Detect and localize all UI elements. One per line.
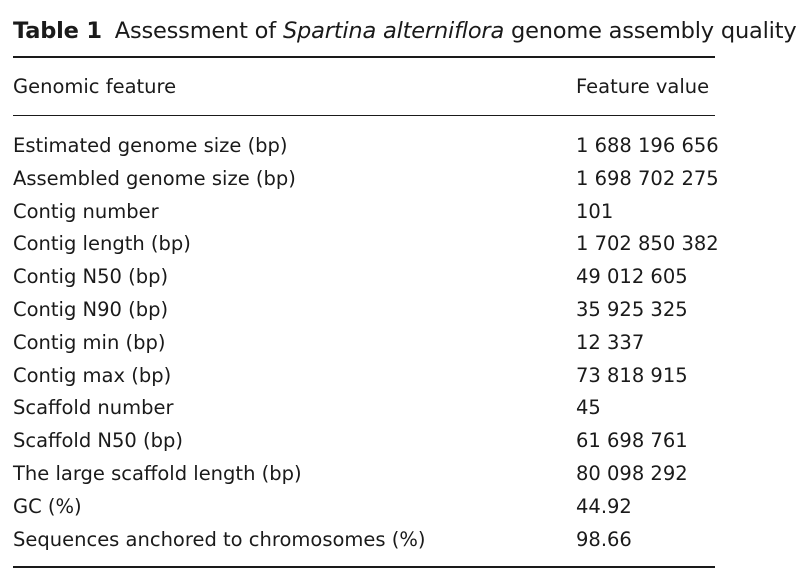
table-row xyxy=(13,427,715,455)
row-feature: Scaffold number xyxy=(13,396,174,419)
top-rule xyxy=(13,56,715,58)
header-rule xyxy=(13,115,715,116)
table-row xyxy=(13,230,719,258)
row-feature: Assembled genome size (bp) xyxy=(13,167,296,190)
row-value: 61 698 761 xyxy=(576,429,688,452)
row-value: 12 337 xyxy=(576,331,645,354)
row-feature: Contig N90 (bp) xyxy=(13,298,169,321)
table-caption xyxy=(13,15,796,47)
caption-text-before: Assessment of xyxy=(114,18,276,44)
row-value: 45 xyxy=(576,396,601,419)
row-feature: GC (%) xyxy=(13,495,82,518)
row-value: 49 012 605 xyxy=(576,265,688,288)
row-feature: Scaffold N50 (bp) xyxy=(13,429,183,452)
table-row xyxy=(13,296,715,324)
row-value: 98.66 xyxy=(576,528,632,551)
caption-text-after: genome assembly quality xyxy=(511,18,796,44)
header-genomic-feature: Genomic feature xyxy=(13,75,177,98)
row-feature: The large scaffold length (bp) xyxy=(13,462,302,485)
table-row xyxy=(13,526,715,554)
table-row xyxy=(13,362,715,390)
row-feature: Contig min (bp) xyxy=(13,331,166,354)
row-feature: Contig number xyxy=(13,200,159,223)
table-row xyxy=(13,394,715,422)
table-row xyxy=(13,198,715,226)
table-row xyxy=(13,329,715,357)
bottom-rule xyxy=(13,566,715,568)
row-value: 44.92 xyxy=(576,495,632,518)
row-value: 35 925 325 xyxy=(576,298,688,321)
table-row xyxy=(13,493,715,521)
table-label: Table 1 xyxy=(13,18,102,44)
table-header-row xyxy=(13,73,715,101)
row-feature: Contig max (bp) xyxy=(13,364,172,387)
row-feature: Sequences anchored to chromosomes (%) xyxy=(13,528,426,551)
row-value: 101 xyxy=(576,200,614,223)
row-value: 1 702 850 382 xyxy=(576,232,719,255)
row-value: 73 818 915 xyxy=(576,364,688,387)
header-feature-value: Feature value xyxy=(576,75,710,98)
row-value: 80 098 292 xyxy=(576,462,688,485)
table-row xyxy=(13,460,715,488)
row-feature: Contig length (bp) xyxy=(13,232,191,255)
table-row xyxy=(13,263,715,291)
row-value: 1 698 702 275 xyxy=(576,167,719,190)
table-row xyxy=(13,165,719,193)
row-feature: Estimated genome size (bp) xyxy=(13,134,288,157)
table-row xyxy=(13,132,719,160)
row-feature: Contig N50 (bp) xyxy=(13,265,169,288)
caption-species-name: Spartina alterniflora xyxy=(282,18,505,44)
row-value: 1 688 196 656 xyxy=(576,134,719,157)
